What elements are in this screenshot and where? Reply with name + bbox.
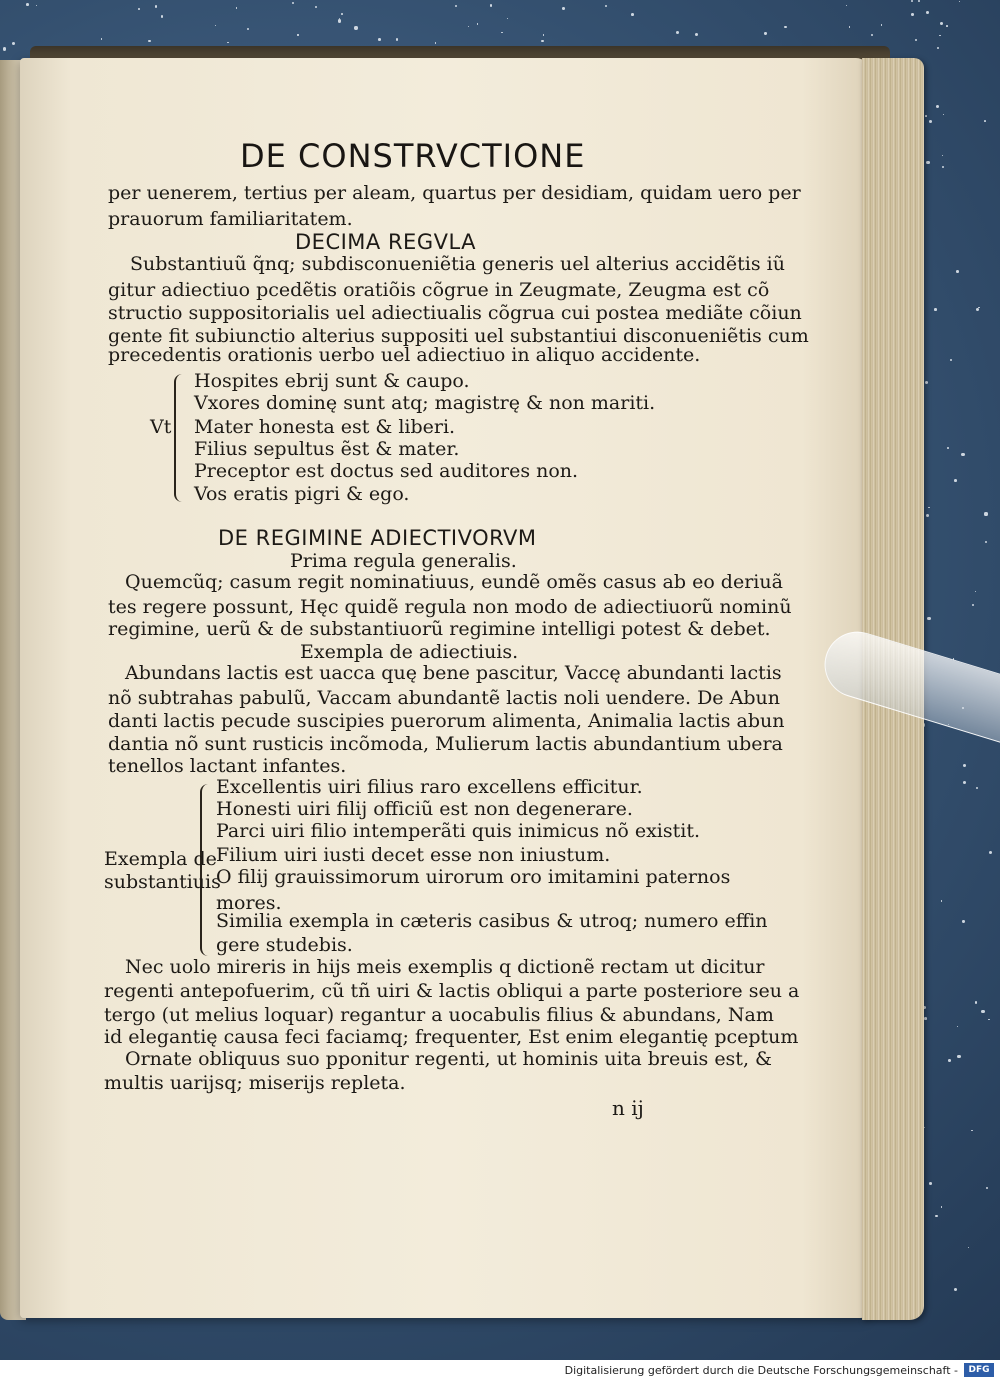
text-line: tergo (ut melius loquar) regantur a uocabulis filius & abundans, Nam (104, 1004, 774, 1026)
substantive-label: substantiuis (104, 871, 221, 893)
substantive-bracket (200, 784, 212, 956)
example-line: Excellentis uiri filius raro excellens efficitur. (216, 776, 643, 798)
examples-subtitle: Exempla de adiectiuis. (300, 641, 519, 663)
text-line: per uenerem, tertius per aleam, quartus per desidiam, quidam uero per (108, 182, 801, 204)
example-line: Vos eratis pigri & ego. (194, 483, 410, 505)
example-line: O filij grauissimorum uirorum oro imitamini paternos (216, 866, 731, 888)
text-line: tenellos lactant infantes. (108, 755, 347, 777)
text-line: structio suppositorialis uel adiectiualis cõgrua cui postea mediãte cõiun (108, 302, 802, 324)
text-line: Substantiuũ q̃nq; subdisconueniẽtia generis uel alterius accidẽtis iũ (130, 253, 785, 275)
text-line: Nec uolo mireris in hijs meis exemplis q dictionẽ rectam ut dicitur (125, 956, 765, 978)
text-line: nõ subtrahas pabulũ, Vaccam abundantẽ lactis noli uendere. De Abun (108, 687, 780, 709)
example-line: Filium uiri iusti decet esse non iniustum. (216, 844, 611, 866)
text-line: prauorum familiaritatem. (108, 208, 353, 230)
example-marker: Vt (150, 416, 172, 438)
text-line: gitur adiectiuo pcedẽtis oratiõis cõgrue in Zeugmate, Zeugma est cõ (108, 279, 770, 301)
text-line: regenti antepofuerim, cũ tñ uiri & lactis obliqui a parte posteriore seu a (104, 980, 800, 1002)
page-header: DE CONSTRVCTIONE (240, 137, 586, 175)
example-line: Hospites ebrij sunt & caupo. (194, 370, 470, 392)
example-line: Mater honesta est & liberi. (194, 416, 456, 438)
example-line: Parci uiri filio intemperãti quis inimicus nõ existit. (216, 820, 700, 842)
dfg-logo: DFG (964, 1363, 994, 1377)
text-line: danti lactis pecude suscipies puerorum alimenta, Animalia lactis abun (108, 710, 785, 732)
example-line: Similia exempla in cæteris casibus & utroq; numero effin (216, 910, 768, 932)
text-line: id elegantię causa feci faciamq; frequenter, Est enim elegantię pceptum (104, 1026, 799, 1048)
substantive-label: Exempla de (104, 848, 217, 870)
example-bracket (174, 374, 186, 502)
text-line: Quemcũq; casum regit nominatiuus, eundẽ omẽs casus ab eo deriuã (125, 571, 783, 593)
text-line: gente fit subiunctio alterius suppositi uel substantiui disconueniẽtis cum (108, 325, 809, 347)
funding-credit: Digitalisierung gefördert durch die Deutsche Forschungsgemeinschaft - (564, 1364, 958, 1377)
text-line: tes regere possunt, Hęc quidẽ regula non modo de adiectiuorũ nominũ (108, 596, 792, 618)
text-line: Ornate obliquus suo pponitur regenti, ut hominis uita breuis est, & (125, 1048, 772, 1070)
example-line: Honesti uiri filij officiũ est non degenerare. (216, 798, 633, 820)
example-line: gere studebis. (216, 934, 353, 956)
text-line: multis uarijsq; miserijs repleta. (104, 1072, 406, 1094)
text-line: precedentis orationis uerbo uel adiectiuo in aliquo accidente. (108, 344, 701, 366)
example-line: Vxores dominę sunt atq; magistrę & non mariti. (194, 392, 656, 414)
example-line: Preceptor est doctus sed auditores non. (194, 460, 579, 482)
example-line: mores. (216, 892, 282, 914)
footer-bar (0, 1360, 1000, 1381)
text-line: Abundans lactis est uacca quę bene pascitur, Vaccę abundanti lactis (125, 662, 782, 684)
text-line: regimine, uerũ & de substantiuorũ regimine intelligi potest & debet. (108, 618, 771, 640)
section-title: DE REGIMINE ADIECTIVORVM (218, 526, 537, 550)
signature-mark: n ij (612, 1096, 644, 1120)
example-line: Filius sepultus ẽst & mater. (194, 438, 460, 460)
section-subtitle: Prima regula generalis. (290, 550, 517, 572)
rule-title: DECIMA REGVLA (295, 230, 477, 254)
text-line: dantia nõ sunt rusticis incõmoda, Mulierum lactis abundantium ubera (108, 733, 783, 755)
